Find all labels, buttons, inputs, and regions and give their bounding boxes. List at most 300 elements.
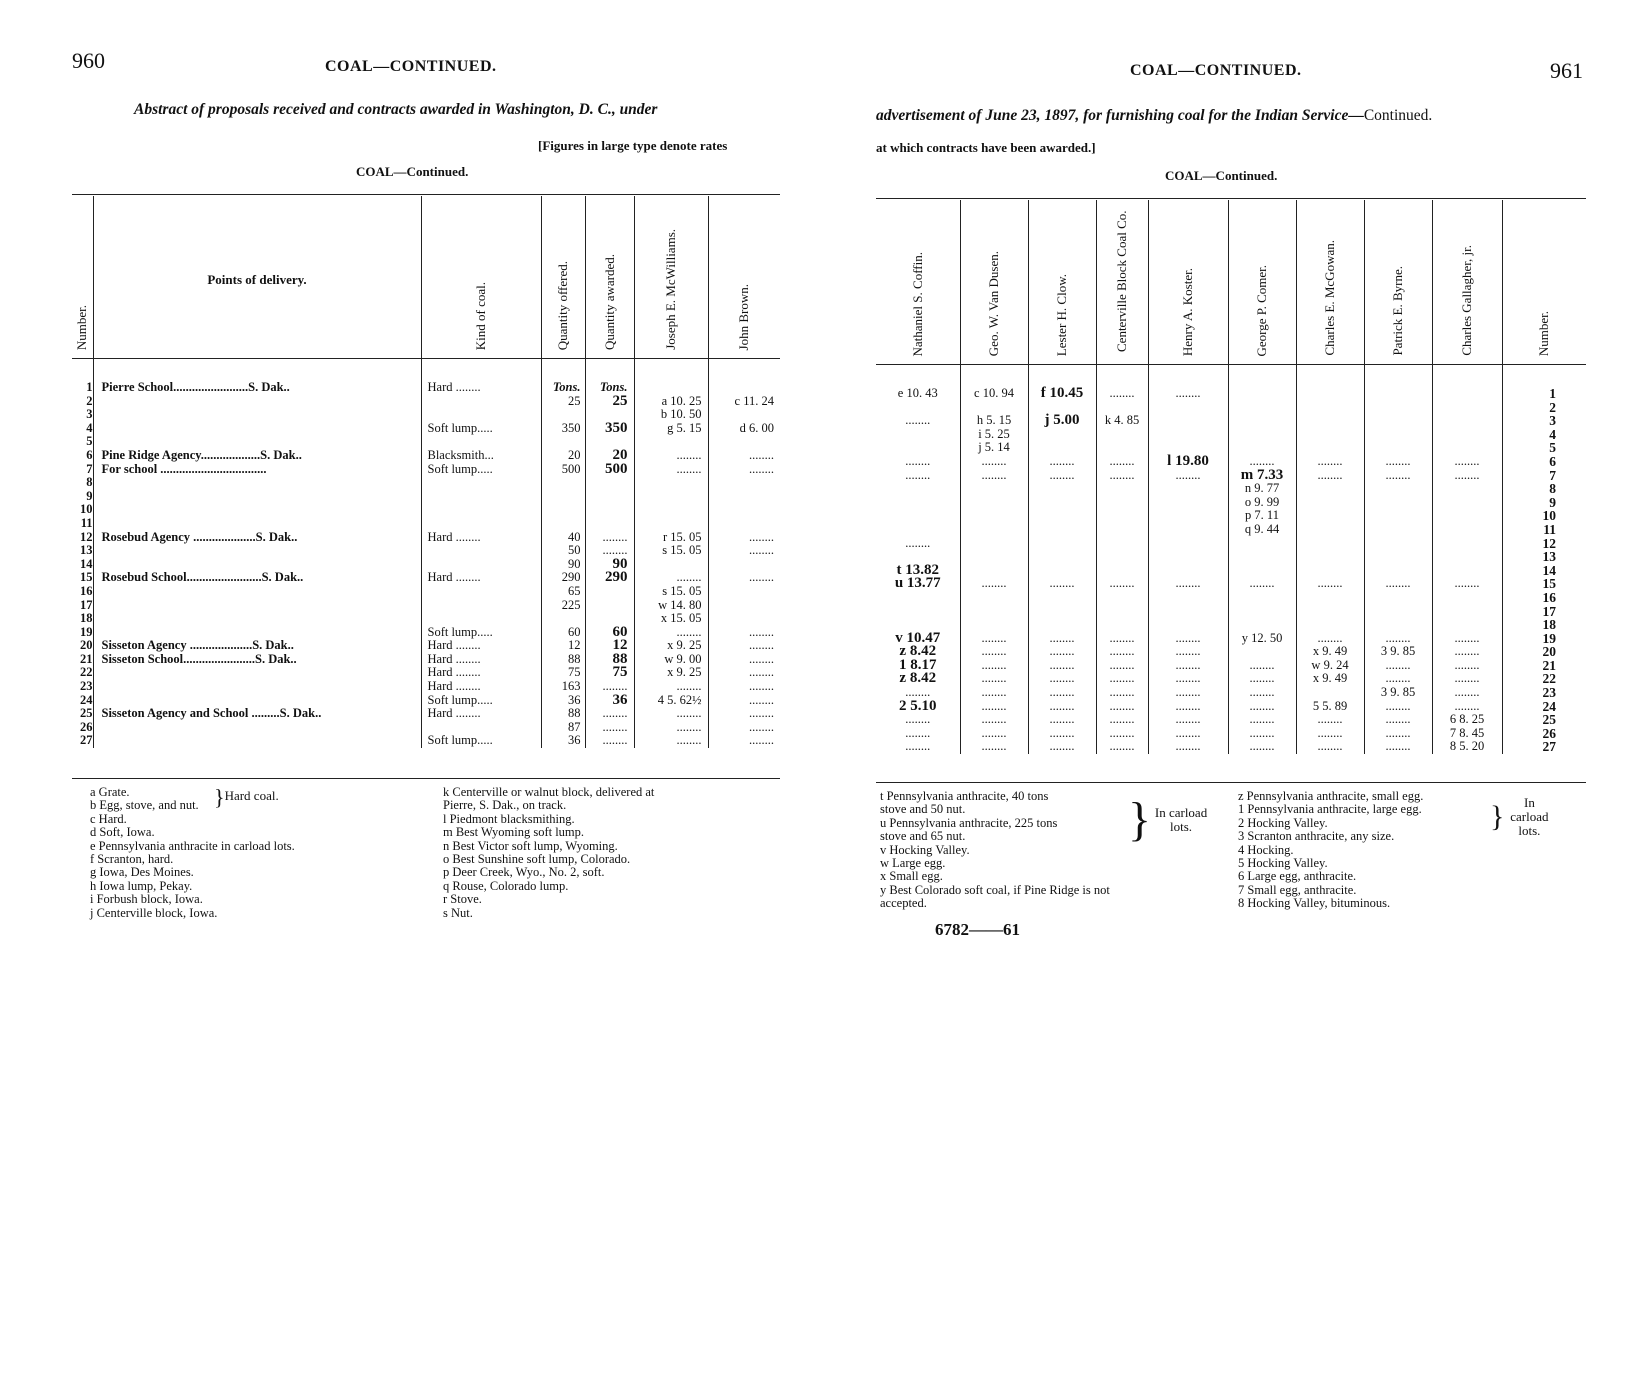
- table-cell: 36: [568, 692, 581, 707]
- table-cell: 6: [86, 447, 93, 462]
- column-values: [1502, 365, 1586, 755]
- table-cell: ........: [1454, 698, 1480, 713]
- table-cell: ........: [1249, 739, 1275, 754]
- column-values: [1148, 365, 1228, 755]
- footnote: e Pennsylvania anthracite in carload lots.: [90, 838, 295, 853]
- table-cell: Rosebud School........................S. Dak..: [101, 570, 304, 585]
- column-qty-awarded: [585, 359, 634, 749]
- table-cell: a 10. 25: [661, 393, 702, 408]
- table-cell: w 9. 24: [1311, 657, 1349, 672]
- table-cell: ........: [1317, 467, 1343, 482]
- table-cell: Tons.: [552, 380, 581, 394]
- table-cell: [1433, 523, 1502, 537]
- table-cell: ........: [602, 733, 628, 748]
- table-cell: 19: [80, 624, 93, 639]
- table-cell: [709, 558, 775, 572]
- table-cell: 13: [80, 543, 93, 558]
- table-cell: [876, 591, 960, 605]
- table-cell: [428, 476, 541, 490]
- table-cell: ........: [1385, 657, 1411, 672]
- table-cell: [876, 496, 960, 510]
- carload-brace-1: } In carload lots.: [1128, 793, 1208, 846]
- table-cell: ........: [1385, 576, 1411, 591]
- table-cell: [1297, 591, 1364, 605]
- table-cell: w 9. 00: [664, 651, 702, 666]
- footnote: 4 Hocking.: [1238, 842, 1294, 857]
- table-cell: [1097, 428, 1148, 442]
- table-cell: s 15. 05: [662, 543, 702, 558]
- table-cell: ........: [749, 461, 774, 476]
- table-cell: p 7. 11: [1245, 508, 1279, 523]
- table-cell: [1365, 401, 1432, 415]
- table-cell: ........: [1049, 453, 1075, 468]
- table-cell: ........: [981, 644, 1007, 659]
- header-bidder: Nathaniel S. Coffin.: [876, 200, 960, 365]
- table-cell: ........: [905, 712, 931, 727]
- left-note: [Figures in large type denote rates: [538, 138, 728, 153]
- table-cell: ........: [1109, 630, 1135, 645]
- table-cell: ........: [981, 685, 1007, 700]
- table-cell: 2: [86, 393, 93, 408]
- header-bidder: Henry A. Koster.: [1148, 200, 1228, 365]
- table-cell: 75: [612, 664, 628, 681]
- footnote: z Pennsylvania anthracite, small egg.: [1238, 789, 1424, 803]
- table-cell: i 5. 25: [978, 426, 1010, 441]
- header-qty-offered: Quantity offered.: [541, 196, 585, 359]
- table-cell: j 5.00: [1044, 412, 1080, 429]
- table-cell: [1229, 401, 1296, 415]
- table-cell: 12: [568, 638, 581, 653]
- table-cell: Hard ........: [427, 651, 481, 666]
- table-cell: ........: [1385, 671, 1411, 686]
- right-footnotes-col1: [880, 790, 1110, 911]
- table-cell: [1433, 550, 1502, 564]
- table-cell: [1433, 496, 1502, 510]
- table-cell: 1: [86, 380, 93, 394]
- table-cell: 7: [1549, 467, 1556, 483]
- table-cell: 5 5. 89: [1312, 698, 1348, 713]
- table-cell: 4: [1549, 426, 1556, 442]
- left-footnotes-col2: [443, 786, 654, 920]
- carload-brace-2: } In carload lots.: [1490, 795, 1549, 838]
- table-cell: 27: [80, 733, 93, 748]
- table-cell: ........: [981, 671, 1007, 686]
- footnote: h Iowa lump, Pekay.: [90, 878, 193, 893]
- table-cell: ........: [749, 543, 774, 558]
- table-cell: ........: [749, 733, 774, 748]
- right-subheading: COAL—Continued.: [1165, 168, 1278, 183]
- table-cell: [102, 734, 421, 748]
- right-note: at which contracts have been awarded.]: [876, 140, 1096, 155]
- signature-mark: 6782——61: [935, 920, 1020, 939]
- table-cell: ........: [981, 576, 1007, 591]
- table-cell: [1097, 537, 1148, 551]
- table-cell: 163: [561, 679, 581, 694]
- footnote: p Deer Creek, Wyo., No. 2, soft.: [443, 865, 605, 880]
- table-cell: [1297, 537, 1364, 551]
- footnote: stove and 65 nut.: [880, 829, 966, 844]
- table-cell: 5: [86, 434, 93, 449]
- table-cell: 22: [80, 665, 93, 680]
- table-cell: ........: [1317, 453, 1343, 468]
- table-cell: 10: [80, 502, 93, 517]
- table-cell: [1365, 591, 1432, 605]
- table-cell: h 5. 15: [976, 413, 1012, 428]
- table-cell: 18: [1542, 617, 1556, 633]
- table-cell: [1229, 618, 1296, 632]
- footnote: i Forbush block, Iowa.: [90, 892, 203, 907]
- table-cell: [586, 476, 628, 490]
- table-cell: 90: [612, 555, 628, 572]
- table-cell: [428, 558, 541, 572]
- footnote: 8 Hocking Valley, bituminous.: [1238, 896, 1391, 911]
- header-bidder: Charles Gallagher, jr.: [1432, 200, 1502, 365]
- table-cell: [542, 435, 581, 449]
- table-cell: 7: [86, 461, 93, 476]
- table-cell: [1297, 387, 1364, 401]
- table-cell: Soft lump.....: [427, 692, 493, 707]
- table-cell: ........: [1317, 725, 1343, 740]
- table-cell: ........: [905, 739, 931, 754]
- table-cell: [635, 476, 702, 490]
- table-cell: [876, 428, 960, 442]
- table-cell: 350: [561, 420, 581, 435]
- table-cell: ........: [1049, 657, 1075, 672]
- footnote: k Centerville or walnut block, delivered at: [443, 785, 655, 799]
- table-cell: x 9. 25: [667, 665, 702, 680]
- table-cell: 17: [1542, 603, 1556, 619]
- table-cell: ........: [1454, 467, 1480, 482]
- table-cell: [961, 605, 1028, 619]
- table-cell: [961, 523, 1028, 537]
- table-cell: [635, 503, 702, 517]
- table-cell: ........: [1175, 657, 1201, 672]
- table-cell: [428, 612, 541, 626]
- table-cell: [709, 599, 775, 613]
- table-cell: Hard ........: [427, 638, 481, 653]
- table-cell: ........: [1249, 657, 1275, 672]
- table-cell: 25: [80, 706, 93, 721]
- header-bidder: George P. Comer.: [1228, 200, 1296, 365]
- table-cell: r 15. 05: [662, 529, 702, 544]
- table-cell: [586, 585, 628, 599]
- table-cell: ........: [981, 467, 1007, 482]
- footnote: 1 Pennsylvania anthracite, large egg.: [1238, 802, 1422, 817]
- right-footnotes-col2: [1238, 790, 1423, 911]
- table-cell: Pierre School........................S. Dak..: [101, 380, 290, 394]
- table-cell: y 12. 50: [1241, 630, 1283, 645]
- table-cell: 20: [612, 446, 628, 463]
- table-cell: ........: [1109, 712, 1135, 727]
- table-cell: [586, 503, 628, 517]
- table-cell: ........: [1385, 725, 1411, 740]
- table-cell: ........: [981, 657, 1007, 672]
- column-values: [960, 365, 1028, 755]
- table-cell: [876, 523, 960, 537]
- table-cell: [709, 435, 775, 449]
- table-cell: [709, 490, 775, 504]
- table-cell: [709, 476, 775, 490]
- table-cell: ........: [676, 706, 702, 721]
- table-cell: [1433, 401, 1502, 415]
- table-cell: [102, 395, 421, 409]
- column-values: [1028, 365, 1096, 755]
- table-cell: [709, 381, 775, 395]
- table-cell: [1365, 496, 1432, 510]
- table-cell: 65: [568, 583, 581, 598]
- header-kind: Kind of coal.: [421, 196, 541, 359]
- table-cell: ........: [981, 739, 1007, 754]
- footnote: accepted.: [880, 896, 927, 911]
- table-cell: ........: [749, 665, 774, 680]
- footnote: a Grate.: [90, 785, 130, 799]
- table-cell: Rosebud Agency ....................S. Dak..: [101, 529, 298, 544]
- table-cell: [1229, 414, 1296, 428]
- table-cell: ........: [602, 719, 628, 734]
- table-cell: [1149, 618, 1228, 632]
- table-cell: ........: [602, 529, 628, 544]
- table-cell: ........: [981, 453, 1007, 468]
- footnote: 2 Hocking Valley.: [1238, 815, 1328, 830]
- table-cell: 500: [605, 460, 628, 477]
- table-cell: 24: [1542, 698, 1556, 714]
- table-cell: 5: [1549, 440, 1556, 456]
- table-cell: ........: [1454, 671, 1480, 686]
- table-cell: 25: [568, 393, 581, 408]
- column-qty-offered: [541, 359, 585, 749]
- table-cell: j 5. 14: [978, 440, 1010, 455]
- table-cell: [635, 517, 702, 531]
- right-running-head: COAL—CONTINUED.: [1130, 62, 1302, 79]
- table-cell: [1229, 441, 1296, 455]
- column-values: [1364, 365, 1432, 755]
- table-cell: [1029, 428, 1096, 442]
- table-cell: [1365, 605, 1432, 619]
- table-cell: ........: [1109, 698, 1135, 713]
- table-cell: [102, 680, 421, 694]
- table-cell: ........: [905, 535, 931, 550]
- table-cell: s 15. 05: [662, 583, 702, 598]
- table-cell: Sisseton Agency ....................S. Dak..: [101, 638, 294, 653]
- table-cell: [1229, 564, 1296, 578]
- table-cell: ........: [1175, 630, 1201, 645]
- table-cell: 1 8.17: [899, 656, 937, 673]
- table-cell: z 8.42: [899, 643, 937, 660]
- table-cell: [1097, 591, 1148, 605]
- table-cell: 22: [1542, 671, 1556, 687]
- table-cell: [428, 721, 541, 735]
- table-cell: [1029, 509, 1096, 523]
- column-values: [876, 365, 960, 755]
- table-cell: 2: [1549, 399, 1556, 415]
- table-cell: [961, 482, 1028, 496]
- table-cell: ........: [749, 692, 774, 707]
- table-cell: [635, 381, 702, 395]
- table-cell: [635, 490, 702, 504]
- table-cell: ........: [1454, 576, 1480, 591]
- table-cell: 26: [1542, 725, 1556, 741]
- table-cell: [102, 503, 421, 517]
- table-cell: [102, 490, 421, 504]
- table-cell: ........: [905, 467, 931, 482]
- table-cell: ........: [1317, 739, 1343, 754]
- table-cell: [1433, 482, 1502, 496]
- table-cell: ........: [1454, 657, 1480, 672]
- table-cell: 7 8. 45: [1449, 725, 1485, 740]
- table-cell: [1433, 605, 1502, 619]
- table-cell: [1433, 591, 1502, 605]
- header-bidder-mcwilliams: Joseph E. McWilliams.: [634, 196, 708, 359]
- table-cell: [102, 558, 421, 572]
- table-cell: [876, 482, 960, 496]
- footnote: Pierre, S. Dak., on track.: [443, 798, 567, 813]
- table-cell: [876, 401, 960, 415]
- footnote: f Scranton, hard.: [90, 852, 174, 867]
- table-cell: [1029, 591, 1096, 605]
- table-cell: ........: [602, 543, 628, 558]
- table-cell: x 9. 25: [667, 638, 702, 653]
- table-cell: Blacksmith...: [427, 447, 494, 462]
- table-cell: 88: [612, 650, 628, 667]
- table-cell: ........: [676, 570, 702, 585]
- table-cell: [709, 517, 775, 531]
- table-cell: ........: [676, 679, 702, 694]
- table-cell: [102, 422, 421, 436]
- table-cell: [1433, 618, 1502, 632]
- table-cell: 60: [612, 623, 628, 640]
- table-cell: ........: [905, 453, 931, 468]
- table-cell: ........: [1249, 453, 1275, 468]
- table-cell: 9: [86, 488, 93, 503]
- table-cell: [1097, 401, 1148, 415]
- table-cell: [102, 585, 421, 599]
- table-cell: 87: [568, 719, 581, 734]
- header-points: Points of delivery.: [93, 196, 421, 359]
- table-cell: w 14. 80: [658, 597, 702, 612]
- footnote: b Egg, stove, and nut.: [90, 798, 199, 813]
- table-cell: [1029, 564, 1096, 578]
- table-cell: ........: [1049, 712, 1075, 727]
- table-cell: 21: [80, 651, 93, 666]
- table-cell: [1149, 428, 1228, 442]
- table-cell: u 13.77: [894, 575, 941, 592]
- table-cell: 290: [561, 570, 581, 585]
- table-cell: [961, 591, 1028, 605]
- table-cell: ........: [1109, 467, 1135, 482]
- table-cell: [1297, 618, 1364, 632]
- table-cell: 3: [86, 407, 93, 422]
- table-cell: 8 5. 20: [1449, 739, 1485, 754]
- table-cell: Hard ........: [427, 665, 481, 680]
- table-cell: ........: [1109, 671, 1135, 686]
- right-page-number: 961: [1550, 58, 1583, 83]
- table-cell: [1097, 523, 1148, 537]
- table-cell: [102, 666, 421, 680]
- table-cell: [1297, 509, 1364, 523]
- table-cell: ........: [1454, 685, 1480, 700]
- table-cell: 10: [1542, 508, 1556, 524]
- table-cell: ........: [749, 570, 774, 585]
- table-cell: [542, 612, 581, 626]
- table-cell: ........: [1049, 630, 1075, 645]
- right-table: [876, 200, 1586, 754]
- table-cell: 14: [80, 556, 93, 571]
- footnote: d Soft, Iowa.: [90, 825, 155, 840]
- table-cell: ........: [676, 719, 702, 734]
- table-cell: [961, 401, 1028, 415]
- header-bidder: Patrick E. Byrne.: [1364, 200, 1432, 365]
- column-kind: [421, 359, 541, 749]
- table-cell: [1097, 482, 1148, 496]
- table-cell: [1297, 686, 1364, 700]
- table-cell: ........: [1109, 644, 1135, 659]
- table-cell: 12: [612, 637, 628, 654]
- table-cell: [102, 599, 421, 613]
- table-cell: [1029, 605, 1096, 619]
- table-cell: ........: [1249, 698, 1275, 713]
- column-points: [93, 359, 421, 749]
- left-footnotes-col1: [90, 786, 295, 920]
- table-cell: ........: [1249, 671, 1275, 686]
- table-cell: ........: [905, 725, 931, 740]
- table-cell: [428, 585, 541, 599]
- footnote: m Best Wyoming soft lump.: [443, 825, 585, 840]
- table-cell: [1097, 441, 1148, 455]
- table-cell: [1433, 564, 1502, 578]
- table-cell: ........: [1385, 712, 1411, 727]
- table-cell: Soft lump.....: [427, 420, 493, 435]
- table-cell: ........: [905, 685, 931, 700]
- table-cell: q 9. 44: [1244, 521, 1280, 536]
- table-cell: [1433, 428, 1502, 442]
- footnote: 7 Small egg, anthracite.: [1238, 882, 1357, 897]
- table-cell: 225: [561, 597, 581, 612]
- header-bidder: Lester H. Clow.: [1028, 200, 1096, 365]
- table-cell: [1433, 441, 1502, 455]
- table-cell: For school ..................................: [101, 461, 267, 476]
- table-cell: [635, 435, 702, 449]
- table-cell: [1365, 537, 1432, 551]
- table-cell: g 5. 15: [667, 420, 702, 435]
- table-cell: ........: [981, 712, 1007, 727]
- table-cell: [1229, 537, 1296, 551]
- table-cell: ........: [981, 698, 1007, 713]
- table-cell: [102, 408, 421, 422]
- footnote: y Best Colorado soft coal, if Pine Ridge is not: [880, 882, 1110, 897]
- table-cell: 20: [1542, 644, 1556, 660]
- table-cell: [428, 408, 541, 422]
- table-cell: ........: [1317, 576, 1343, 591]
- table-cell: [1097, 618, 1148, 632]
- table-cell: [102, 544, 421, 558]
- footnote: v Hocking Valley.: [880, 842, 970, 857]
- table-cell: [876, 509, 960, 523]
- column-values: [1432, 365, 1502, 755]
- table-cell: [542, 476, 581, 490]
- footnote: o Best Sunshine soft lump, Colorado.: [443, 852, 631, 867]
- right-intro: advertisement of June 23, 1897, for furnishing coal for the Indian Service—Continued.: [876, 107, 1433, 124]
- table-cell: c 10. 94: [974, 386, 1014, 400]
- table-cell: 6: [1549, 453, 1556, 469]
- table-cell: 6 8. 25: [1449, 712, 1485, 727]
- table-cell: 18: [80, 611, 93, 626]
- table-cell: ........: [1109, 739, 1135, 754]
- table-cell: [1097, 509, 1148, 523]
- table-cell: [1365, 550, 1432, 564]
- table-cell: 13: [1542, 549, 1556, 565]
- table-cell: [961, 618, 1028, 632]
- header-bidder-brown: John Brown.: [708, 196, 780, 359]
